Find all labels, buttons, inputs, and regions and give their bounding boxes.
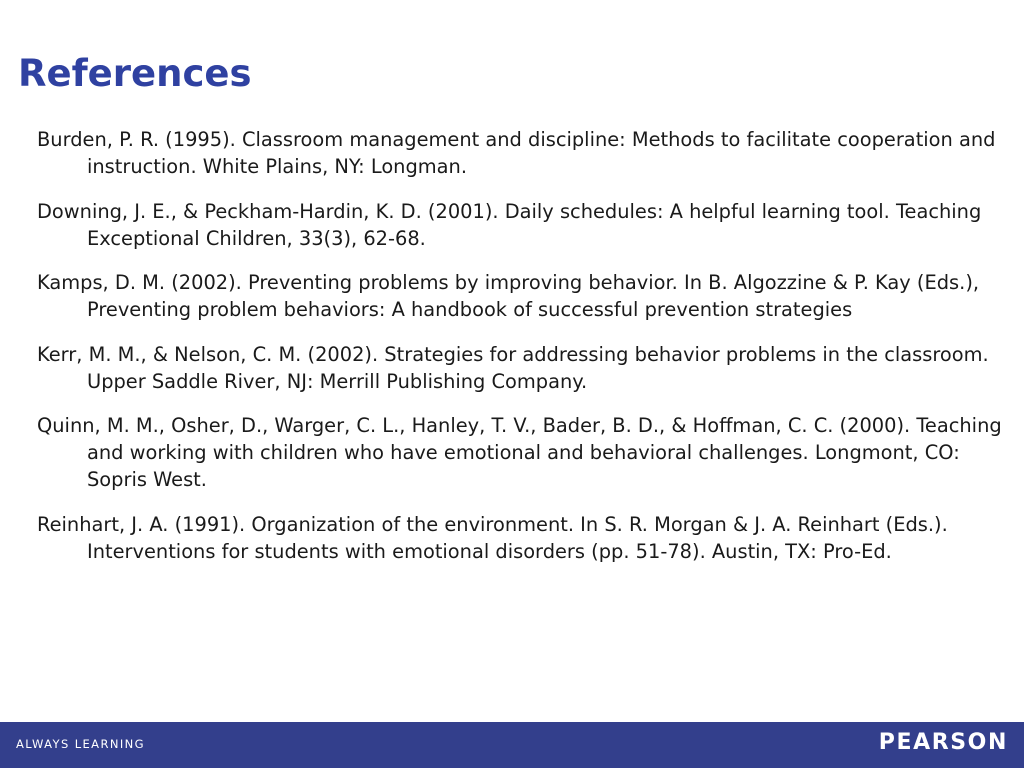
footer-bar: [0, 722, 1024, 768]
brand-logo: PEARSON: [878, 730, 1008, 755]
reference-item: Burden, P. R. (1995). Classroom management and discipline: Methods to facilitate cooperation and instruction. White Plains, NY: Longman.: [37, 128, 996, 178]
reference-list: [37, 126, 1012, 582]
reference-item: Reinhart, J. A. (1991). Organization of the environment. In S. R. Morgan & J. A. Reinhart (Eds.). Interventions for students with emotional disorders (pp. 51-78). Austin, TX: Pro-Ed.: [37, 512, 948, 563]
reference-item: Kerr, M. M., & Nelson, C. M. (2002). Strategies for addressing behavior problems in the classroom. Upper Saddle River, NJ: Merrill Publishing Company.: [37, 342, 989, 393]
reference-item: Downing, J. E., & Peckham-Hardin, K. D. (2001). Daily schedules: A helpful learning tool. Teaching Exceptional Children, 33(3), 62-68.: [37, 199, 982, 250]
reference-item: Kamps, D. M. (2002). Preventing problems by improving behavior. In B. Algozzine & P. Kay (Eds.), Preventing problem behaviors: A handbook of successful prevention strategies: [37, 271, 980, 321]
slide-title: References: [18, 52, 252, 95]
reference-item: Quinn, M. M., Osher, D., Warger, C. L., Hanley, T. V., Bader, B. D., & Hoffman, C. C. (2000). Teaching and working with children who have emotional and behavioral challenges. Longmont, CO: Sopris West.: [37, 414, 1002, 491]
footer-tagline: ALWAYS LEARNING: [16, 737, 145, 751]
